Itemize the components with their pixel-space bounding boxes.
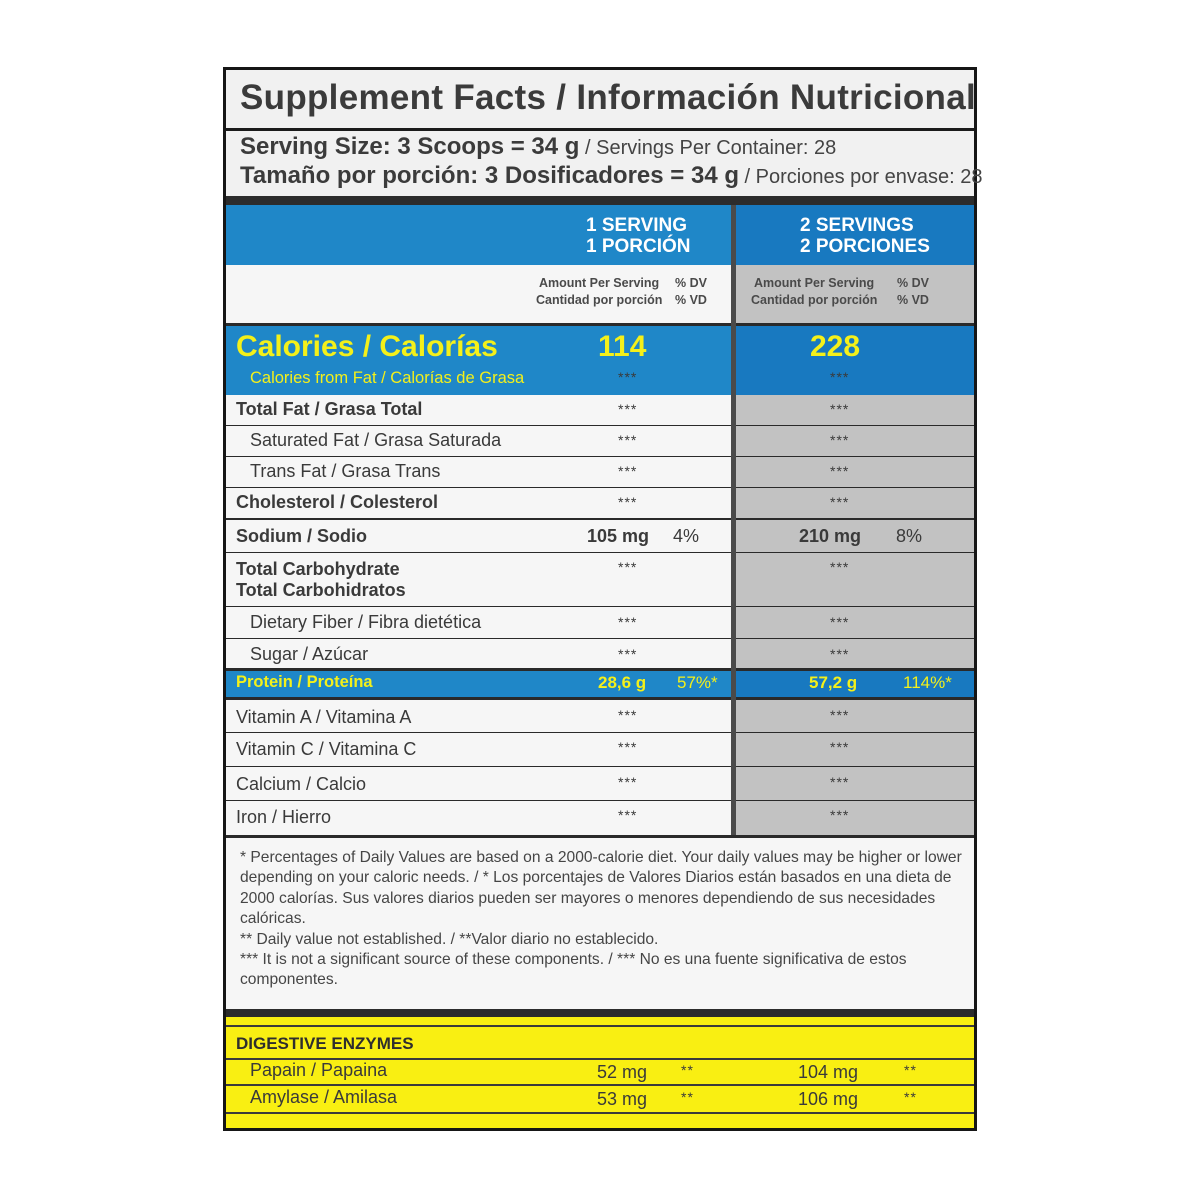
enzyme-value-1: 53 mg [597,1089,648,1109]
nutrient-row [226,553,731,607]
protein-value-2: 57,2 g [809,673,858,692]
footnote-not-significant: *** It is not a significant source of these components. / *** No es una fuente significativa de estos componentes. [240,951,907,989]
calories-label: Calories / Calorías [236,330,498,363]
nutrient-value-1: *** [618,432,638,448]
nutrient-dv-2: 8% [896,526,923,546]
enzyme-rule [226,1112,974,1114]
nutrient-row-col2 [736,639,974,671]
calories-value-1: 114 [598,330,647,363]
nutrient-value-1: *** [618,646,638,662]
enzyme-dv-1: ** [681,1062,694,1078]
nutrient-value-2: 210 mg [799,526,862,546]
nutrient-value-1: *** [618,463,638,479]
nutrient-value-2: *** [830,807,850,823]
dv-label-en: % DV [675,276,707,290]
calories-from-fat-label: Calories from Fat / Calorías de Grasa [250,369,525,387]
dv-label-en-2: % DV [897,276,929,290]
nutrient-row [226,700,731,733]
enzyme-value-2: 106 mg [798,1089,859,1109]
nutrient-value-2: *** [830,774,850,790]
nutrient-value-2: *** [830,559,850,575]
subheader-col2 [736,265,974,323]
nutrient-value-2: *** [830,401,850,417]
nutrient-value-1: *** [618,807,638,823]
nutrient-row [226,426,731,457]
nutrient-label: Total Fat / Grasa Total [236,399,423,419]
nutrient-value-1: 105 mg [587,526,650,546]
enzyme-rule [226,1084,974,1086]
digestive-enzymes-section [226,1017,974,1128]
enzyme-dv-2: ** [904,1062,917,1078]
nutrient-value-1: *** [618,739,638,755]
column-header-2 [736,205,974,265]
serving-size-es [240,162,982,190]
protein-value-1: 28,6 g [598,673,647,692]
enzyme-value-1: 52 mg [597,1062,648,1082]
nutrient-label: Total Carbohydrate [236,559,400,579]
nutrient-label: Trans Fat / Grasa Trans [250,461,441,481]
nutrient-label: Calcium / Calcio [236,774,367,794]
nutrient-row-col2 [736,488,974,519]
col2-label-es: 2 PORCIONES [800,236,930,257]
col2-label-en: 2 SERVINGS [800,215,914,236]
nutrient-value-2: *** [830,432,850,448]
supplement-facts-panel [223,67,983,1131]
column-header-1 [226,205,731,265]
nutrient-label: Saturated Fat / Grasa Saturada [250,430,502,450]
nutrient-row-col2 [736,457,974,488]
nutrient-label: Sodium / Sodio [236,526,367,546]
enzyme-value-2: 104 mg [798,1062,859,1082]
calories-from-fat-2: *** [830,369,850,385]
protein-dv-2: 114%* [903,673,952,692]
serving-size-es-bold: Tamaño por porción: 3 Dosificadores = 34 g [240,162,739,189]
nutrient-value-2: *** [830,739,850,755]
protein-row [226,671,731,700]
servings-per-container-en: / Servings Per Container: 28 [579,137,837,159]
dv-label-es-2: % VD [897,293,929,307]
calories-value-2: 228 [810,330,861,363]
nutrient-row-col2 [736,519,974,553]
nutrient-label: Iron / Hierro [236,807,332,827]
dv-label-es: % VD [675,293,707,307]
nutrient-value-2: *** [830,646,850,662]
nutrient-dv-1: 4% [673,526,700,546]
serving-size-en-bold: Serving Size: 3 Scoops = 34 g [240,133,580,160]
enzyme-dv-1: ** [681,1089,694,1105]
nutrient-label: Vitamin C / Vitamina C [236,739,417,759]
nutrient-value-1: *** [618,774,638,790]
nutrient-value-2: *** [830,494,850,510]
nutrient-value-1: *** [618,614,638,630]
nutrient-row-col2 [736,700,974,733]
col1-label-en: 1 SERVING [586,215,688,236]
protein-dv-1: 57%* [677,673,718,692]
serving-divider [226,196,974,205]
enzyme-label: Papain / Papaina [250,1060,388,1080]
nutrient-value-1: *** [618,494,638,510]
amount-per-serving-en: Amount Per Serving [539,276,660,290]
nutrient-label: Vitamin A / Vitamina A [236,707,412,727]
nutrient-value-2: *** [830,463,850,479]
nutrient-row [226,733,731,767]
nutrient-row-col2 [736,395,974,426]
enzymes-header: DIGESTIVE ENZYMES [236,1034,414,1053]
nutrient-row [226,639,731,671]
calories-row [226,323,731,395]
servings-per-container-es: / Porciones por envase: 28 [739,166,983,188]
amount-per-serving-es: Cantidad por porción [536,293,663,307]
calories-from-fat-1: *** [618,369,638,385]
amount-per-serving-es-2: Cantidad por porción [751,293,878,307]
nutrient-label: Sugar / Azúcar [250,644,369,664]
footnotes-text [240,848,965,991]
nutrient-label: Cholesterol / Colesterol [236,492,439,512]
nutrient-row [226,801,731,835]
enzyme-label: Amylase / Amilasa [250,1087,398,1107]
nutrient-label-es: Total Carbohidratos [236,580,406,600]
serving-size-en [240,133,836,161]
footnote-daily-values: * Percentages of Daily Values are based on a 2000-calorie diet. Your daily values may be higher or lower depending on your caloric needs. / * Los porcentajes de Valores Diarios están basados en una dieta de 2000 calorías. Sus valores diarios pueden ser mayores o menores dependiendo de sus necesidades calóricas. [240,849,962,928]
column-divider [731,205,736,835]
protein-row-col2 [736,671,974,700]
calories-row-col2 [736,323,974,395]
nutrient-value-1: *** [618,401,638,417]
title-rule [226,128,974,131]
amount-per-serving-en-2: Amount Per Serving [754,276,875,290]
nutrient-row [226,488,731,519]
subheader-col1 [226,265,731,323]
nutrient-row [226,519,731,553]
protein-label: Protein / Proteína [236,673,373,691]
nutrient-row [226,767,731,801]
nutrient-value-1: *** [618,559,638,575]
enzyme-dv-2: ** [904,1089,917,1105]
enzyme-divider [226,1009,974,1017]
footnote-not-established: ** Daily value not established. / **Valor diario no establecido. [240,930,659,948]
nutrient-row-col2 [736,733,974,767]
panel-title: Supplement Facts / Información Nutricional [240,78,977,117]
nutrient-row-col2 [736,426,974,457]
enzyme-rule-top [226,1025,974,1027]
nutrient-value-2: *** [830,614,850,630]
nutrient-label: Dietary Fiber / Fibra dietética [250,612,482,632]
nutrient-value-2: *** [830,707,850,723]
nutrient-row [226,607,731,639]
nutrient-row-col2 [736,801,974,835]
nutrient-value-1: *** [618,707,638,723]
nutrient-row-col2 [736,553,974,607]
nutrient-row [226,395,731,426]
nutrient-row [226,457,731,488]
col1-label-es: 1 PORCIÓN [586,236,691,257]
nutrient-row-col2 [736,767,974,801]
nutrient-row-col2 [736,607,974,639]
